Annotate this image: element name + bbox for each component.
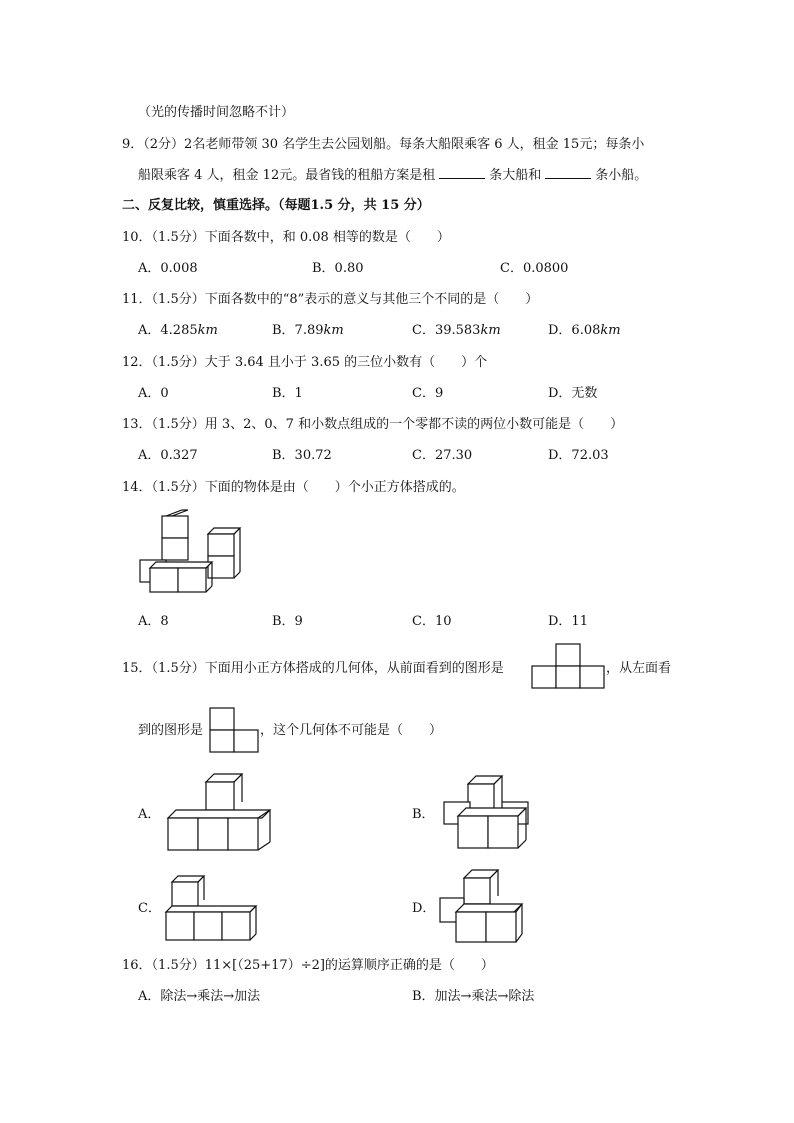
q15-option-b-figure[interactable] (438, 772, 532, 852)
q15-stem-a: 15．（1.5分）下面用小正方体搭成的几何体，从前面看到的图形是 (122, 661, 504, 676)
q11-stem: 11．（1.5分）下面各数中的“8”表示的意义与其他三个不同的是（ ） (122, 292, 539, 307)
q14-cube-figure (136, 508, 246, 598)
q12-stem: 12．（1.5分）大于 3.64 且小于 3.65 的三位小数有（ ）个 (122, 355, 488, 370)
note-line: （光的传播时间忽略不计） (138, 105, 295, 120)
q15-stem-b: ，从左面看 (606, 661, 672, 676)
q11-option-b[interactable]: B．7.89km (272, 323, 344, 338)
q9-text-b: 条大船和 (489, 168, 542, 183)
q11-option-c[interactable]: C．39.583km (412, 323, 501, 338)
q14-option-a[interactable]: A．8 (138, 614, 169, 629)
q15-stem-line1 (122, 660, 504, 678)
q16-option-b[interactable]: B．加法→乘法→除法 (412, 989, 535, 1004)
cube-face (208, 534, 234, 556)
q14-option-b[interactable]: B．9 (272, 614, 303, 629)
q13-option-a[interactable]: A．0.327 (138, 448, 198, 463)
q13-option-d[interactable]: D．72.03 (548, 448, 609, 463)
q16-option-a[interactable]: A．除法→乘法→加法 (138, 989, 261, 1004)
q14-option-c[interactable]: C．10 (412, 614, 452, 629)
q9-blank-big[interactable] (439, 166, 485, 179)
q10-option-c[interactable]: C．0.0800 (500, 261, 569, 276)
q16-stem: 16．（1.5分）11×[（25+17）÷2]的运算顺序正确的是（ ） (122, 958, 494, 973)
q15-stem-c: 到的图形是 (138, 723, 204, 738)
q12-option-c[interactable]: C．9 (412, 386, 444, 401)
section-heading: 二、反复比较，慎重选择。（每题1.5 分，共 15 分） (122, 198, 430, 213)
q15-option-d[interactable]: D． (412, 901, 436, 916)
q13-stem: 13．（1.5分）用 3、2、0、7 和小数点组成的一个零都不读的两位小数可能是（ ） (122, 417, 624, 432)
q9-text-c: 条小船。 (595, 168, 648, 183)
q9-blank-small[interactable] (545, 166, 591, 179)
q10-option-b[interactable]: B．0.80 (312, 261, 364, 276)
q14-option-d[interactable]: D．11 (548, 614, 588, 629)
cube-face (162, 538, 188, 560)
q11-option-d[interactable]: D．6.08km (548, 323, 621, 338)
q15-option-c-figure[interactable] (164, 872, 260, 942)
q12-option-b[interactable]: B．1 (272, 386, 303, 401)
q15-option-a-figure[interactable] (166, 772, 274, 852)
q15-front-view-figure (532, 642, 604, 688)
q12-option-a[interactable]: A．0 (138, 386, 169, 401)
cube-top-face (166, 510, 188, 516)
q15-option-d-figure[interactable] (436, 868, 526, 944)
q15-option-a[interactable]: A． (138, 807, 161, 822)
q15-left-view-figure (210, 706, 258, 752)
cube-face (150, 568, 178, 592)
q13-option-b[interactable]: B．30.72 (272, 448, 332, 463)
q15-option-b[interactable]: B． (412, 807, 435, 822)
q12-option-d[interactable]: D．无数 (548, 386, 598, 401)
q15-option-c[interactable]: C． (138, 901, 161, 916)
cube-face (178, 568, 206, 592)
q15-stem-d: ，这个几何体不可能是（ ） (260, 723, 443, 738)
q10-stem: 10．（1.5分）下面各数中，和 0.08 相等的数是（ ） (122, 230, 450, 245)
q11-option-a[interactable]: A．4.285km (138, 323, 218, 338)
q9-line1: 9．（2分）2名老师带领 30 名学生去公园划船。每条大船限乘客 6 人，租金 15元；每条小 (122, 137, 645, 152)
q9-text-a: 船限乘客 4 人，租金 12元。最省钱的租船方案是租 (138, 168, 436, 183)
q14-stem: 14．（1.5分）下面的物体是由（ ）个小正方体搭成的。 (122, 480, 465, 495)
q10-option-a[interactable]: A．0.008 (138, 261, 198, 276)
q9-line2 (138, 166, 647, 185)
cube-face (162, 516, 188, 538)
q13-option-c[interactable]: C．27.30 (412, 448, 473, 463)
cube-top-face (150, 562, 212, 568)
